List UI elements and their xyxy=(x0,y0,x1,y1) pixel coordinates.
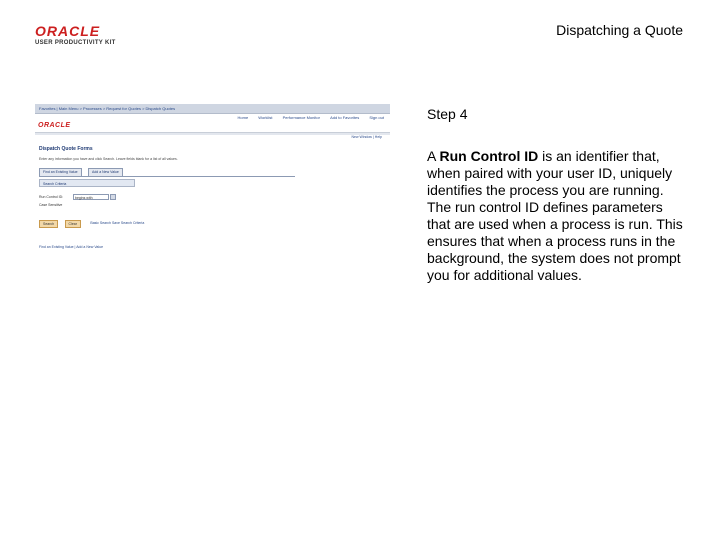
case-sensitive-checkbox[interactable]: Case Sensitive xyxy=(39,203,63,207)
tab-find-existing-value[interactable]: Find an Existing Value xyxy=(39,168,82,177)
step-description xyxy=(427,148,689,284)
nav-item-home[interactable]: Home xyxy=(237,115,249,120)
tab-underline xyxy=(39,176,295,177)
screenshot-divider xyxy=(35,132,390,135)
step-label: Step 4 xyxy=(427,106,468,122)
nav-item-sign-out[interactable]: Sign out xyxy=(369,115,384,120)
application-screenshot xyxy=(35,104,390,252)
search-criteria-header[interactable]: Search Criteria xyxy=(39,179,135,187)
page-title: Dispatching a Quote xyxy=(556,22,683,38)
screenshot-instructions: Enter any information you have and click Search. Leave fields blank for a list of all values. xyxy=(39,157,178,161)
screenshot-topbar xyxy=(35,104,390,114)
screenshot-heading: Dispatch Quote Forms xyxy=(39,146,93,152)
run-control-id-label: Run Control ID: xyxy=(39,195,64,199)
oracle-logo-text: ORACLE xyxy=(35,23,101,39)
screenshot-navbar xyxy=(35,114,390,122)
step-body-bold-term: Run Control ID xyxy=(439,148,539,164)
screenshot-oracle-logo: ORACLE xyxy=(38,122,71,129)
screenshot-tabs xyxy=(39,168,125,176)
screenshot-buttons xyxy=(39,220,144,238)
clear-button[interactable]: Clear xyxy=(65,220,81,228)
run-control-operator-select[interactable]: begins with xyxy=(73,194,109,200)
step-body-suffix: is an identifier that, when paired with your user ID, uniquely identifies the process you are running. The run control ID defines parameters that are used when a process is run. This ensures that when a process runs in the background, the system does not prompt you for additional values. xyxy=(427,148,683,283)
search-option-links[interactable]: Basic Search Save Search Criteria xyxy=(90,221,145,225)
step-body-prefix: A xyxy=(427,148,440,164)
screenshot-footer-links[interactable]: Find an Existing Value | Add a New Value xyxy=(39,245,104,249)
nav-item-worklist[interactable]: Worklist xyxy=(258,115,273,120)
run-control-id-input[interactable] xyxy=(110,194,116,200)
screenshot-nav-items xyxy=(229,115,385,120)
oracle-upk-logo xyxy=(35,24,125,46)
screenshot-top-links[interactable]: New Window | Help xyxy=(351,135,382,139)
nav-item-performance-monitor[interactable]: Performance Monitor xyxy=(282,115,320,120)
tab-add-new-value[interactable]: Add a New Value xyxy=(88,168,123,177)
nav-item-add-to-favorites[interactable]: Add to Favorites xyxy=(330,115,360,120)
upk-logo-subtitle: USER PRODUCTIVITY KIT xyxy=(35,40,116,46)
search-button[interactable]: Search xyxy=(39,220,58,228)
screenshot-breadcrumb: Favorites | Main Menu > Processes > Request for Quotes > Dispatch Quotes xyxy=(39,106,176,111)
